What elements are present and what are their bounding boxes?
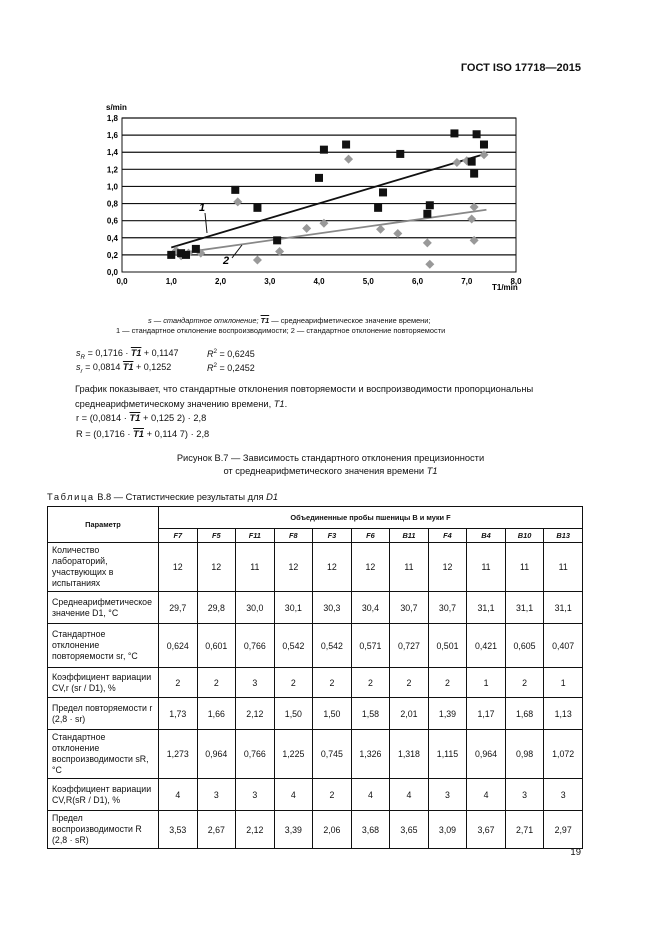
column-header: F11	[236, 529, 275, 543]
table-cell: 1,072	[544, 730, 583, 779]
annotation-2: 2	[223, 255, 230, 267]
table-cell: 11	[505, 543, 544, 592]
table-cell: 1,68	[505, 698, 544, 730]
table-cell: 3,53	[159, 811, 198, 849]
table-cell: 11	[467, 543, 506, 592]
diamond-point	[393, 229, 402, 238]
table-cell: 1,326	[351, 730, 390, 779]
plot-frame	[122, 118, 516, 272]
table-cell: 0,407	[544, 624, 583, 668]
chart-legend-line1: s — стандартное отклонение; T1 — среднеарифметическое значение времени;	[148, 316, 431, 325]
diamond-point	[452, 158, 461, 167]
square-point	[379, 188, 387, 196]
square-point	[396, 150, 404, 158]
table-cell: 4	[274, 779, 313, 811]
x-tick-label: 7,0	[461, 277, 473, 286]
table-cell: 2,67	[197, 811, 236, 849]
table-cell: 1,73	[159, 698, 198, 730]
table-cell: 12	[274, 543, 313, 592]
square-point	[480, 141, 488, 149]
formula-R: R = (0,1716 · T1 + 0,114 7) · 2,8	[76, 429, 210, 439]
y-tick-label: 0,4	[106, 233, 118, 243]
y-tick-label: 1,4	[106, 148, 118, 158]
table-cell: 1,39	[428, 698, 467, 730]
y-tick-label: 0,2	[106, 250, 118, 260]
table-cell: 2	[351, 668, 390, 698]
table-cell: 3	[428, 779, 467, 811]
row-label: Предел повторяемости r (2,8 · sr)	[48, 698, 159, 730]
chart-legend-line2: 1 — стандартное отклонение воспроизводимости; 2 — стандартное отклонение повторяемости	[116, 326, 446, 335]
equation-R2-b: $R^2 = 0,2452$	[207, 362, 255, 373]
table-cell: 2	[505, 668, 544, 698]
table-cell: 0,766	[236, 730, 275, 779]
column-header: B10	[505, 529, 544, 543]
table-row	[48, 779, 583, 811]
table-cell: 1,50	[313, 698, 352, 730]
table-cell: 29,8	[197, 592, 236, 624]
table-cell: 2,12	[236, 698, 275, 730]
row-label: Среднеарифметическое значение D1, °C	[48, 592, 159, 624]
x-tick-label: 3,0	[264, 277, 276, 286]
table-cell: 1,17	[467, 698, 506, 730]
table-cell: 2	[197, 668, 236, 698]
equation-sr: $s_r = 0,0814$ T1 + 0,1252	[76, 362, 172, 375]
table-cell: 1	[544, 668, 583, 698]
table-cell: 31,1	[505, 592, 544, 624]
table-row	[48, 730, 583, 779]
equation-sR: $s_R = 0,1716 \cdot T1 + 0,1147$	[76, 348, 179, 361]
table-cell: 4	[390, 779, 429, 811]
x-tick-label: 8,0	[510, 277, 522, 286]
table-cell: 2	[274, 668, 313, 698]
column-header: B13	[544, 529, 583, 543]
table-cell: 0,571	[351, 624, 390, 668]
table-cell: 3	[236, 779, 275, 811]
x-tick-label: 1,0	[165, 277, 177, 286]
table-cell: 2	[428, 668, 467, 698]
formula-r: r = (0,0814 · T1 + 0,125 2) · 2,8	[76, 413, 207, 423]
table-cell: 12	[351, 543, 390, 592]
table-cell: 3,67	[467, 811, 506, 849]
table-cell: 3	[505, 779, 544, 811]
table-row	[48, 811, 583, 849]
table-cell: 30,4	[351, 592, 390, 624]
diamond-point	[425, 260, 434, 269]
table-cell: 1,58	[351, 698, 390, 730]
square-point	[182, 251, 190, 259]
table-cell: 11	[390, 543, 429, 592]
annotation-1: 1	[199, 202, 206, 214]
y-tick-label: 0,0	[106, 268, 118, 277]
table-cell: 11	[544, 543, 583, 592]
diamond-point	[253, 256, 262, 265]
annotation-2-leader	[232, 245, 242, 258]
column-header: F8	[274, 529, 313, 543]
table-cell: 29,7	[159, 592, 198, 624]
table-cell: 2	[390, 668, 429, 698]
table-cell: 0,964	[197, 730, 236, 779]
table-cell: 4	[467, 779, 506, 811]
table-cell: 0,745	[313, 730, 352, 779]
table-row	[48, 668, 583, 698]
table-cell: 1	[467, 668, 506, 698]
table-cell: 4	[159, 779, 198, 811]
column-header: B11	[390, 529, 429, 543]
fit-line-1	[171, 154, 486, 248]
table-cell: 3,68	[351, 811, 390, 849]
diamond-point	[344, 155, 353, 164]
table-cell: 12	[313, 543, 352, 592]
square-point	[342, 141, 350, 149]
table-row	[48, 543, 583, 592]
square-point	[273, 236, 281, 244]
scatter-chart	[60, 96, 540, 296]
table-cell: 0,605	[505, 624, 544, 668]
table-cell: 4	[351, 779, 390, 811]
chart-axes	[122, 118, 516, 272]
table-cell: 2,06	[313, 811, 352, 849]
table-cell: 2,71	[505, 811, 544, 849]
param-header: Параметр	[48, 507, 159, 543]
square-point	[320, 146, 328, 154]
tick-labels	[107, 114, 522, 286]
table-cell: 30,7	[390, 592, 429, 624]
table-cell: 0,542	[313, 624, 352, 668]
table-cell: 1,273	[159, 730, 198, 779]
chart-grid	[122, 118, 516, 272]
table-cell: 12	[159, 543, 198, 592]
square-point	[423, 210, 431, 218]
table-cell: 0,98	[505, 730, 544, 779]
table-cell: 31,1	[544, 592, 583, 624]
table-cell: 1,318	[390, 730, 429, 779]
table-cell: 2	[313, 779, 352, 811]
row-label: Предел воспроизводимости R (2,8 · sR)	[48, 811, 159, 849]
diamond-point	[233, 197, 242, 206]
table-cell: 0,624	[159, 624, 198, 668]
column-header: F5	[197, 529, 236, 543]
square-point	[192, 245, 200, 253]
square-point	[167, 251, 175, 259]
y-tick-label: 1,2	[106, 165, 118, 175]
group-header: Объединенные пробы пшеницы B и муки F	[159, 507, 583, 529]
page-number: 19	[570, 847, 581, 858]
table-cell: 3	[197, 779, 236, 811]
y-tick-label: 0,6	[106, 216, 118, 226]
table-row	[48, 592, 583, 624]
table-cell: 1,13	[544, 698, 583, 730]
row-label: Коэффициент вариации CV,R(sR / D1), %	[48, 779, 159, 811]
diamond-point	[423, 238, 432, 247]
table-cell: 0,601	[197, 624, 236, 668]
document-header: ГОСТ ISO 17718—2015	[460, 62, 581, 74]
table-cell: 0,766	[236, 624, 275, 668]
square-point	[374, 204, 382, 212]
x-tick-label: 6,0	[411, 277, 424, 286]
square-point	[426, 201, 434, 209]
column-header: F6	[351, 529, 390, 543]
square-point	[231, 186, 239, 194]
table-cell: 0,421	[467, 624, 506, 668]
table-cell: 3,65	[390, 811, 429, 849]
fit-line-2	[171, 210, 486, 255]
equation-R2-a: $R^2 = 0,6245$	[207, 348, 255, 359]
row-label: Стандартное отклонение воспроизводимости sR, °C	[48, 730, 159, 779]
square-point	[315, 174, 323, 182]
figure-caption-line1: Рисунок В.7 — Зависимость стандартного отклонения прецизионности	[176, 453, 485, 463]
table-cell: 2,97	[544, 811, 583, 849]
diamond-point	[302, 224, 311, 233]
table-cell: 1,225	[274, 730, 313, 779]
x-axis-label: T1/min	[492, 283, 518, 292]
square-point	[470, 170, 478, 178]
table-cell: 3,39	[274, 811, 313, 849]
table-cell: 2,01	[390, 698, 429, 730]
table-cell: 0,964	[467, 730, 506, 779]
column-header: F3	[313, 529, 352, 543]
table-row	[48, 698, 583, 730]
table-cell: 11	[236, 543, 275, 592]
y-axis-label: s/min	[106, 103, 127, 112]
table-cell: 0,727	[390, 624, 429, 668]
row-label: Количество лабораторий, участвующих в испытаниях	[48, 543, 159, 592]
x-tick-label: 2,0	[214, 277, 227, 286]
y-tick-label: 1,0	[106, 182, 118, 192]
table-row	[48, 624, 583, 668]
row-label: Стандартное отклонение повторяемости sr, °C	[48, 624, 159, 668]
table-cell: 2,12	[236, 811, 275, 849]
column-header: F4	[428, 529, 467, 543]
table-cell: 30,0	[236, 592, 275, 624]
table-cell: 1,66	[197, 698, 236, 730]
table-cell: 30,7	[428, 592, 467, 624]
table-cell: 1,50	[274, 698, 313, 730]
table-cell: 30,1	[274, 592, 313, 624]
y-tick-label: 1,6	[106, 131, 118, 141]
results-table	[47, 506, 583, 849]
table-cell: 12	[428, 543, 467, 592]
table-title: Таблица В.8 — Статистические результаты для D1	[47, 492, 279, 502]
y-tick-label: 1,8	[106, 114, 118, 123]
table-cell: 31,1	[467, 592, 506, 624]
body-paragraph: График показывает, что стандартные отклонения повторяемости и воспроизводимости пропорциональны среднеарифметическому значению времени, T1.	[75, 384, 534, 409]
row-label: Коэффициент вариации CV,r (sr / D1), %	[48, 668, 159, 698]
annotation-1-leader	[205, 213, 207, 233]
square-point	[253, 204, 261, 212]
diamond-point	[467, 214, 476, 223]
square-point	[450, 129, 458, 137]
column-header: B4	[467, 529, 506, 543]
table-cell: 0,501	[428, 624, 467, 668]
square-point	[468, 158, 476, 166]
table-cell: 2	[313, 668, 352, 698]
table-cell: 1,115	[428, 730, 467, 779]
table-cell: 2	[159, 668, 198, 698]
x-tick-label: 0,0	[116, 277, 128, 286]
table-cell: 12	[197, 543, 236, 592]
table-cell: 3	[544, 779, 583, 811]
square-point	[473, 130, 481, 138]
column-header: F7	[159, 529, 198, 543]
x-tick-label: 5,0	[362, 277, 374, 286]
table-cell: 0,542	[274, 624, 313, 668]
figure-caption-line2: от среднеарифметического значения времени T1	[223, 466, 438, 476]
table-cell: 3,09	[428, 811, 467, 849]
table-cell: 30,3	[313, 592, 352, 624]
x-tick-label: 4,0	[313, 277, 325, 286]
y-tick-label: 0,8	[106, 199, 118, 209]
table-cell: 3	[236, 668, 275, 698]
